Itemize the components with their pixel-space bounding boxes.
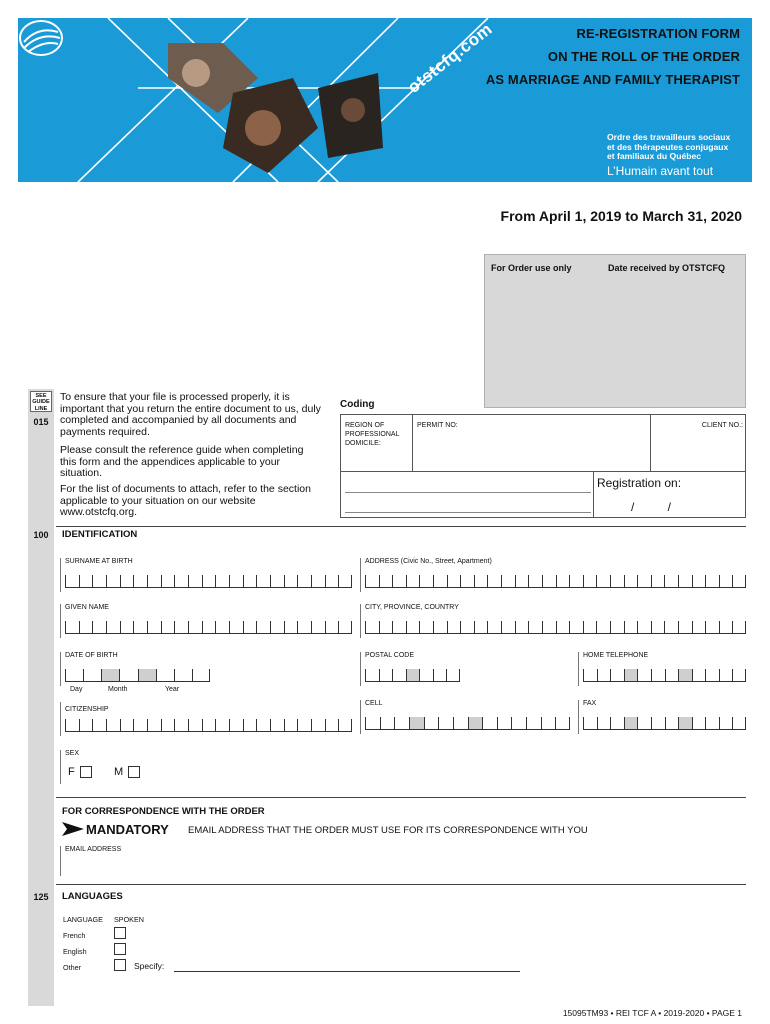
char-box-divider [133,719,134,731]
char-box-divider [583,717,584,729]
fax-label: FAX [583,700,597,707]
char-box-divider [665,717,666,729]
char-box-divider [528,575,529,587]
char-box-divider [732,575,733,587]
char-box-divider [229,719,230,731]
char-box-divider [474,575,475,587]
english-label: English [63,947,87,956]
char-box-divider [705,669,706,681]
fax-field[interactable] [578,700,746,734]
char-box-divider [202,575,203,587]
coding-line [345,492,591,493]
char-box-divider [556,575,557,587]
given-name-field[interactable] [60,604,352,638]
given-name-label: GIVEN NAME [65,604,109,611]
char-box-divider [406,575,407,587]
char-box-divider [596,621,597,633]
city-label: CITY, PROVINCE, COUNTRY [365,604,459,611]
char-box-divider [433,575,434,587]
org-line: et des thérapeutes conjugaux [607,141,729,152]
see-guide-text: GUIDE [32,399,50,406]
char-box-divider [596,575,597,587]
char-box-divider [447,621,448,633]
home-telephone-field[interactable] [578,652,746,686]
char-box-divider [174,669,175,681]
sex-label: SEX [65,750,80,757]
char-box-divider [380,717,381,729]
see-guide-text: LINE [34,405,48,412]
char-box-divider [394,717,395,729]
email-field[interactable] [60,846,746,876]
french-label: French [63,931,86,940]
address-field[interactable] [360,558,746,592]
char-box-divider [583,575,584,587]
char-box-divider [678,575,679,587]
dob-label: DATE OF BIRTH [65,652,118,659]
char-box-divider [297,575,298,587]
char-box-divider [243,621,244,633]
postal-code-field[interactable] [360,652,460,686]
char-box-divider [174,621,175,633]
validity-period: From April 1, 2019 to March 31, 2020 [500,208,742,224]
char-box-divider [92,575,93,587]
char-box-divider [745,575,746,587]
char-box-divider [569,575,570,587]
char-box-divider [447,575,448,587]
identification-title: IDENTIFICATION [62,529,138,540]
char-box-divider [270,621,271,633]
char-box-divider [569,717,570,729]
day-label: Day [70,686,83,693]
char-box-divider [120,621,121,633]
char-box-divider [215,575,216,587]
char-box-divider [732,717,733,729]
char-box-divider [419,575,420,587]
char-box-divider [692,621,693,633]
char-box-divider [487,575,488,587]
char-box-divider [541,717,542,729]
char-box-divider [597,717,598,729]
char-box-divider [678,669,679,681]
char-box-divider [705,575,706,587]
surname-field[interactable] [60,558,352,592]
char-box-divider [487,621,488,633]
char-box-divider [202,621,203,633]
char-box-divider [156,669,157,681]
char-box-divider [284,621,285,633]
city-field[interactable] [360,604,746,638]
char-box-divider [745,717,746,729]
char-box-divider [120,719,121,731]
region-cell: REGION OF PROFESSIONAL DOMICILE: [341,415,413,471]
char-box-divider [256,575,257,587]
spoken-header: SPOKEN [114,915,144,924]
char-box-divider [665,669,666,681]
char-box-divider [79,621,80,633]
char-box-divider [161,719,162,731]
char-box-divider [325,719,326,731]
char-box-divider [637,575,638,587]
char-box-divider [610,575,611,587]
char-box-divider [351,575,352,587]
char-box-divider [120,575,121,587]
char-box-divider [460,621,461,633]
char-box-divider [174,575,175,587]
char-box-divider [651,621,652,633]
char-box-divider [192,669,193,681]
char-box-divider [202,719,203,731]
section-number: 015 [33,417,49,427]
char-box-divider [147,621,148,633]
char-box-divider [732,669,733,681]
char-box-divider [610,669,611,681]
char-box-divider [215,621,216,633]
char-box-divider [610,717,611,729]
char-box-divider [542,621,543,633]
specify-input[interactable] [174,971,520,972]
char-box-divider [637,669,638,681]
org-line: et familiaux du Québec [607,151,702,162]
char-box-divider [501,621,502,633]
char-box-divider [65,669,66,681]
char-box-divider [229,575,230,587]
char-box-divider [133,621,134,633]
char-box-divider [365,717,366,729]
language-header: LANGUAGE [63,915,103,924]
char-box-divider [705,621,706,633]
see-guide-badge [30,391,52,412]
languages-title: LANGUAGES [62,891,123,902]
order-name [607,133,730,162]
char-box-divider [515,575,516,587]
char-box-divider [497,717,498,729]
char-box-divider [583,621,584,633]
char-box-divider [745,621,746,633]
char-box-divider [188,719,189,731]
char-box-divider [678,621,679,633]
char-box-divider [83,669,84,681]
char-box-divider [351,621,352,633]
char-box-divider [243,719,244,731]
form-subtitle: ON THE ROLL OF THE ORDER [547,49,740,64]
char-box-divider [424,717,425,729]
year-label: Year [165,686,180,693]
see-guide-text: SEE [35,393,47,399]
char-box-divider [325,575,326,587]
char-box-divider [569,621,570,633]
cell-label: CELL [365,700,383,707]
char-box-divider [637,717,638,729]
instruction-paragraph: For the list of documents to attach, refer to the section applicable to your situation on our website www.otstcfq.org. [60,483,311,519]
char-box-divider [147,575,148,587]
char-box-divider [188,621,189,633]
client-cell: CLIENT NO.: [701,422,743,429]
char-box-divider [419,669,420,681]
char-box-divider [65,719,66,731]
permit-cell: PERMIT NO: [413,415,651,471]
char-box-divider [528,621,529,633]
citizenship-field[interactable] [60,702,352,736]
instruction-paragraph: Please consult the reference guide when completing this form and the appendices applicable to your situation. [60,444,304,480]
char-box-divider [583,669,584,681]
order-use-box [484,254,746,408]
char-box-divider [515,621,516,633]
char-box-divider [79,719,80,731]
citizenship-label: CITIZENSHIP [65,706,109,713]
char-box-divider [637,621,638,633]
char-box-divider [460,575,461,587]
other-spoken-checkbox[interactable] [114,959,126,971]
char-box-divider [119,669,120,681]
char-box-divider [678,717,679,729]
coding-label: Coding [340,399,375,410]
char-box-divider [511,717,512,729]
char-box-divider [338,719,339,731]
char-box-divider [106,621,107,633]
char-box-divider [161,575,162,587]
correspondence-title: FOR CORRESPONDENCE WITH THE ORDER [62,806,265,817]
char-box-divider [147,719,148,731]
home-telephone-label: HOME TELEPHONE [583,652,649,659]
char-box-divider [526,717,527,729]
coding-line [345,512,591,513]
char-box-divider [311,719,312,731]
char-box-divider [325,621,326,633]
male-label: M [114,766,124,778]
char-box-divider [624,717,625,729]
char-box-divider [270,719,271,731]
char-box-divider [379,669,380,681]
char-box-divider [664,621,665,633]
char-box-divider [188,575,189,587]
registration-area [340,472,746,518]
section-number: 125 [33,892,49,902]
registration-date-field[interactable]: / / [631,500,672,514]
char-box-divider [392,669,393,681]
char-box-divider [409,717,410,729]
char-box-divider [474,621,475,633]
char-box-divider [365,575,366,587]
char-box-divider [732,621,733,633]
char-box-divider [406,621,407,633]
char-box-divider [664,575,665,587]
char-box-divider [392,621,393,633]
month-label: Month [108,686,128,693]
char-box-divider [209,669,210,681]
char-box-divider [556,621,557,633]
char-box-divider [719,621,720,633]
section-number: 100 [33,530,49,540]
cell-field[interactable] [360,700,570,734]
char-box-divider [482,717,483,729]
char-box-divider [338,621,339,633]
char-box-divider [92,719,93,731]
char-box-divider [406,669,407,681]
english-spoken-checkbox[interactable] [114,943,126,955]
char-box-divider [379,621,380,633]
char-box-divider [453,717,454,729]
specify-label: Specify: [134,961,165,971]
char-box-divider [92,621,93,633]
postal-code-label: POSTAL CODE [365,652,415,659]
char-box-divider [438,717,439,729]
instruction-paragraph: To ensure that your file is processed properly, it is important that you return the entire document to us, duly completed and accompanied by all documents and payments required. [60,391,321,438]
mandatory-label: MANDATORY [86,822,169,837]
char-box-divider [705,717,706,729]
char-box-divider [692,669,693,681]
char-box-divider [692,717,693,729]
other-label: Other [63,963,81,972]
form-footer: 15095TM93 • REI TCF A • 2019-2020 • PAGE 1 [562,1008,742,1018]
coding-box [340,414,746,472]
char-box-divider [651,575,652,587]
order-use-label: For Order use only [491,263,572,273]
date-received-label: Date received by OTSTCFQ [607,263,725,273]
char-box-divider [501,575,502,587]
char-box-divider [256,719,257,731]
arrow-right-icon [62,822,84,836]
address-label: ADDRESS (Civic No., Street, Apartment) [365,558,492,565]
char-box-divider [692,575,693,587]
tagline: L’Humain avant tout [607,164,714,178]
surname-label: SURNAME AT BIRTH [65,558,133,565]
char-box-divider [256,621,257,633]
char-box-divider [106,719,107,731]
char-box-divider [215,719,216,731]
char-box-divider [243,575,244,587]
char-box-divider [542,575,543,587]
form-subtitle: AS MARRIAGE AND FAMILY THERAPIST [485,72,740,87]
char-box-divider [624,621,625,633]
website-url: otstcfq.com [404,19,496,97]
char-box-divider [719,717,720,729]
header-banner [18,18,752,182]
char-box-divider [719,575,720,587]
email-label: EMAIL ADDRESS [65,846,122,853]
char-box-divider [338,575,339,587]
char-box-divider [284,575,285,587]
char-box-divider [138,669,139,681]
registration-on-label: Registration on: [597,476,682,490]
char-box-divider [133,575,134,587]
char-box-divider [351,719,352,731]
char-box-divider [624,669,625,681]
char-box-divider [624,575,625,587]
char-box-divider [270,575,271,587]
char-box-divider [365,669,366,681]
char-box-divider [745,669,746,681]
form-title: RE-REGISTRATION FORM [576,26,740,41]
char-box-divider [284,719,285,731]
char-box-divider [161,621,162,633]
char-box-divider [433,621,434,633]
char-box-divider [651,669,652,681]
char-box-divider [555,717,556,729]
female-checkbox[interactable] [80,766,92,778]
mandatory-description: EMAIL ADDRESS THAT THE ORDER MUST USE FOR ITS CORRESPONDENCE WITH YOU [188,825,588,836]
date-of-birth-field[interactable] [60,652,210,686]
char-box-divider [297,719,298,731]
guide-column [28,389,54,1006]
char-box-divider [365,621,366,633]
char-box-divider [297,621,298,633]
char-box-divider [468,717,469,729]
char-box-divider [597,669,598,681]
char-box-divider [651,717,652,729]
char-box-divider [106,575,107,587]
char-box-divider [433,669,434,681]
org-line: Ordre des travailleurs sociaux [607,132,731,142]
char-box-divider [311,621,312,633]
char-box-divider [719,669,720,681]
char-box-divider [419,621,420,633]
char-box-divider [79,575,80,587]
char-box-divider [65,621,66,633]
char-box-divider [311,575,312,587]
male-checkbox[interactable] [128,766,140,778]
french-spoken-checkbox[interactable] [114,927,126,939]
char-box-divider [65,575,66,587]
order-logo-icon [18,18,64,58]
char-box-divider [101,669,102,681]
char-box-divider [379,575,380,587]
char-box-divider [610,621,611,633]
female-label: F [68,766,75,778]
char-box-divider [174,719,175,731]
char-box-divider [392,575,393,587]
char-box-divider [446,669,447,681]
char-box-divider [229,621,230,633]
char-box-divider [459,669,460,681]
